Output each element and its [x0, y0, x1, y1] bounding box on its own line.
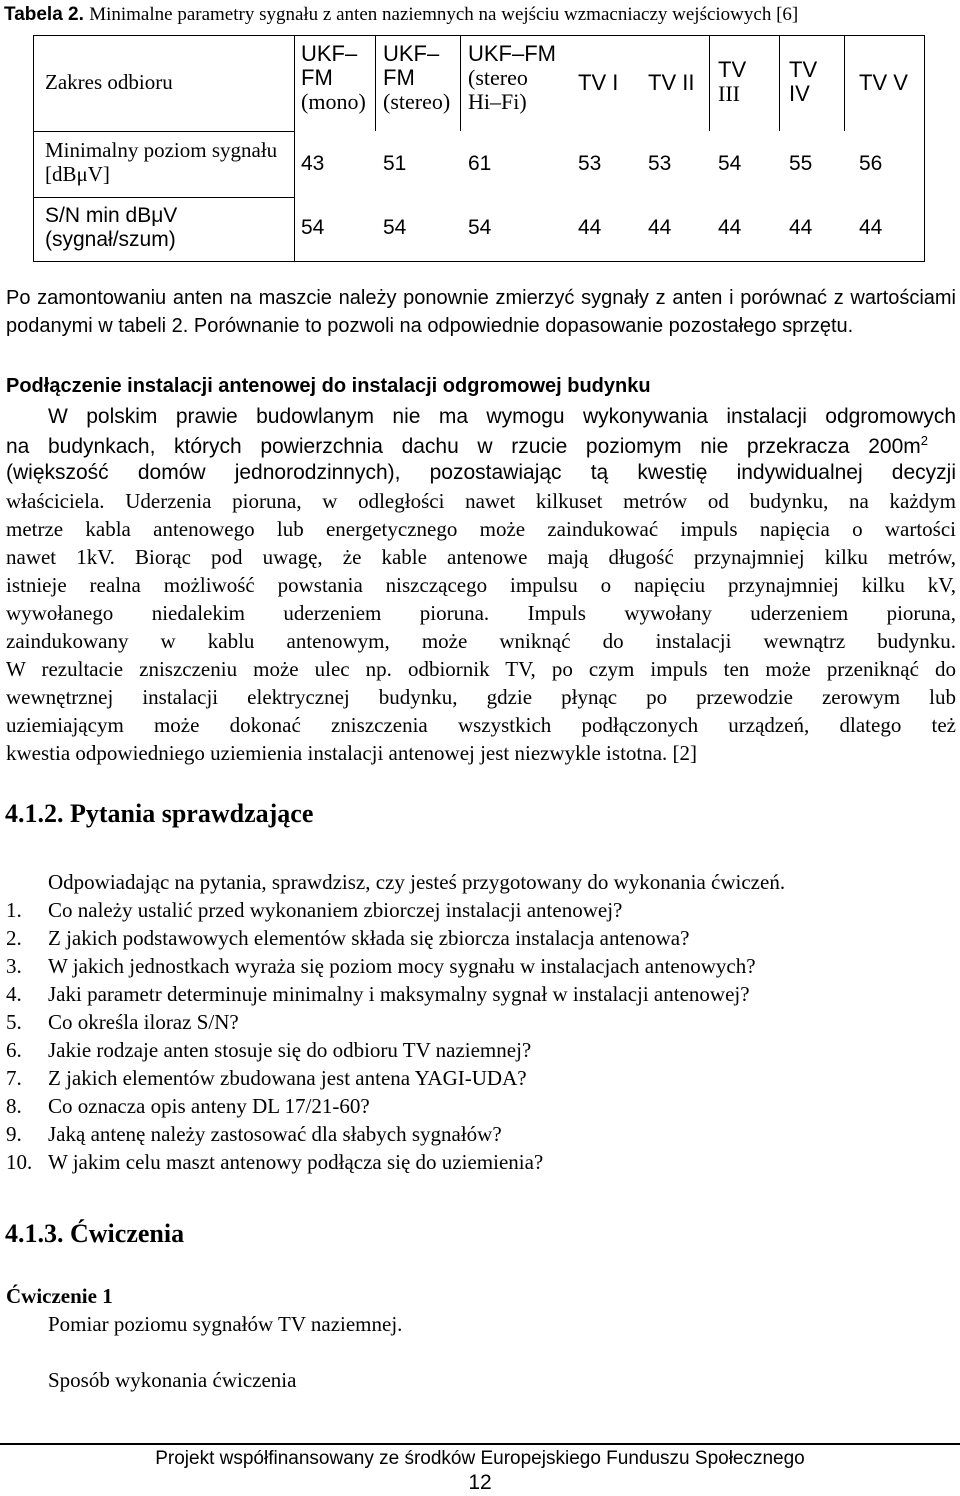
table-cell: 55: [789, 152, 813, 175]
method-label: Sposób wykonania ćwiczenia: [48, 1368, 297, 1392]
table-divider: [375, 36, 376, 131]
body-line: W rezultacie zniszczeniu może ulec np. odbiornik TV, po czym impuls ten może przeniknąć do: [6, 657, 956, 681]
col-header-ukf-fm-mono: UKF– FM (mono): [301, 41, 366, 114]
table-cell: 54: [718, 152, 742, 175]
question-text: Co określa iloraz S/N?: [48, 1010, 239, 1034]
col-header-ukf-fm-stereo: UKF– FM (stereo): [383, 41, 451, 114]
table-divider: [34, 197, 294, 198]
superscript: 2: [920, 433, 928, 448]
page-number: 12: [468, 1471, 492, 1494]
table-cell: 44: [859, 216, 883, 239]
body-line: właściciela. Uderzenia pioruna, w odległości nawet kilkuset metrów od budynku, na każdym: [6, 489, 956, 513]
table-divider: [294, 36, 295, 261]
table-divider: [779, 36, 780, 131]
question-text: Jaki parametr determinuje minimalny i maksymalny sygnał w instalacji antenowej?: [48, 982, 750, 1006]
question-number: 7.: [6, 1066, 22, 1090]
table-divider: [709, 36, 710, 131]
body-line: nawet 1kV. Biorąc pod uwagę, że kable antenowe mają długość przynajmniej kilku metrów,: [6, 545, 956, 569]
col-header-tv1: TV I: [578, 70, 619, 95]
row-header-min-level: Minimalny poziom sygnału [dBμV]: [45, 138, 278, 186]
question-text: W jakich jednostkach wyraża się poziom mocy sygnału w instalacjach antenowych?: [48, 954, 756, 978]
question-number: 10.: [6, 1150, 33, 1174]
body-line: metrze kabla antenowego lub energetycznego może zaindukować impuls napięcia o wartości: [6, 517, 956, 541]
table-cell: 51: [383, 152, 407, 175]
row-header-sn: S/N min dBμV (sygnał/szum): [45, 204, 178, 251]
col-header-tv4: TV IV: [789, 57, 818, 106]
table-cell: 61: [468, 152, 492, 175]
body-line: istnieje realna możliwość powstania niszczącego impulsu o napięciu przynajmniej kilku kV,: [6, 573, 956, 597]
questions-intro: Odpowiadając na pytania, sprawdzisz, czy jesteś przygotowany do wykonania ćwiczeń.: [48, 870, 786, 894]
table-label: Tabela 2.: [4, 4, 84, 25]
table-cell: 44: [578, 216, 602, 239]
question-text: Jaką antenę należy zastosować dla słabych sygnałów?: [48, 1122, 502, 1146]
table-cell: 54: [468, 216, 492, 239]
question-number: 5.: [6, 1010, 22, 1034]
table-caption-text: Minimalne parametry sygnału z anten naziemnych na wejściu wzmacniaczy wejściowych [6]: [89, 4, 799, 25]
question-number: 1.: [6, 898, 22, 922]
table-cell: 44: [648, 216, 672, 239]
question-number: 6.: [6, 1038, 22, 1062]
table-cell: 44: [789, 216, 813, 239]
table-divider: [460, 36, 461, 131]
row-header-range: Zakres odbioru: [45, 70, 173, 94]
question-number: 2.: [6, 926, 22, 950]
table-cell: 44: [718, 216, 742, 239]
question-text: Co oznacza opis anteny DL 17/21-60?: [48, 1094, 370, 1118]
signal-parameters-table: [33, 35, 925, 262]
heading-4-1-3: 4.1.3. Ćwiczenia: [5, 1219, 185, 1248]
exercise-title: Ćwiczenie 1: [6, 1284, 113, 1308]
table-cell: 54: [383, 216, 407, 239]
table-cell: 54: [301, 216, 325, 239]
question-text: Jakie rodzaje anten stosuje się do odbioru TV naziemnej?: [48, 1038, 532, 1062]
table-divider: [844, 36, 845, 131]
body-line: wewnętrznej instalacji elektrycznej budynku, gdzie płynąc po przewodzie zerowym lub: [6, 685, 956, 709]
body-line: uziemiającym może dokonać zniszczenia wszystkich podłączonych urządzeń, dlatego też: [6, 713, 956, 737]
section-heading: Podłączenie instalacji antenowej do instalacji odgromowej budynku: [6, 375, 651, 397]
table-caption: [4, 4, 798, 26]
col-header-ukf-fm-hifi: UKF–FM (stereo Hi–Fi): [468, 41, 556, 114]
table-divider: [34, 131, 294, 132]
footer-rule: [0, 1443, 960, 1445]
question-text: W jakim celu maszt antenowy podłącza się do uziemienia?: [48, 1150, 544, 1174]
col-header-tv5: TV V: [859, 70, 908, 95]
question-number: 8.: [6, 1094, 22, 1118]
question-number: 4.: [6, 982, 22, 1006]
body-line: (większość domów jednorodzinnych), pozostawiając tą kwestię indywidualnej decyzji: [6, 461, 956, 484]
intro-paragraph: Po zamontowaniu anten na maszcie należy ponownie zmierzyć sygnały z anten i porównać z wartościami podanymi w tabeli 2. Porównanie to pozwoli na odpowiednie dopasowanie pozostałego sprzętu.: [6, 287, 956, 337]
table-cell: 43: [301, 152, 325, 175]
table-cell: 53: [648, 152, 672, 175]
heading-4-1-2: 4.1.2. Pytania sprawdzające: [5, 799, 314, 828]
body-line: W polskim prawie budowlanym nie ma wymogu wykonywania instalacji odgromowych: [48, 405, 956, 428]
question-text: Z jakich elementów zbudowana jest antena YAGI-UDA?: [48, 1066, 527, 1090]
body-line: kwestia odpowiedniego uziemienia instalacji antenowej jest niezwykle istotna. [2]: [6, 741, 698, 765]
question-number: 9.: [6, 1122, 22, 1146]
table-cell: 56: [859, 152, 883, 175]
question-text: Co należy ustalić przed wykonaniem zbiorczej instalacji antenowej?: [48, 898, 623, 922]
exercise-text: Pomiar poziomu sygnałów TV naziemnej.: [48, 1312, 403, 1336]
body-line: na budynkach, których powierzchnia dachu w rzucie poziomym nie przekracza $200m^2$: [6, 433, 928, 458]
table-cell: 53: [578, 152, 602, 175]
footer-text: Projekt współfinansowany ze środków Europejskiego Funduszu Społecznego: [155, 1448, 805, 1469]
body-line: zaindukowany w kablu antenowym, może wniknąć do instalacji wewnątrz budynku.: [6, 629, 956, 653]
col-header-tv3: TV III: [718, 57, 747, 106]
question-number: 3.: [6, 954, 22, 978]
question-text: Z jakich podstawowych elementów składa się zbiorcza instalacja antenowa?: [48, 926, 690, 950]
body-line: wywołanego niedalekim uderzeniem pioruna. Impuls wywołany uderzeniem pioruna,: [6, 601, 956, 625]
col-header-tv2: TV II: [648, 70, 695, 95]
